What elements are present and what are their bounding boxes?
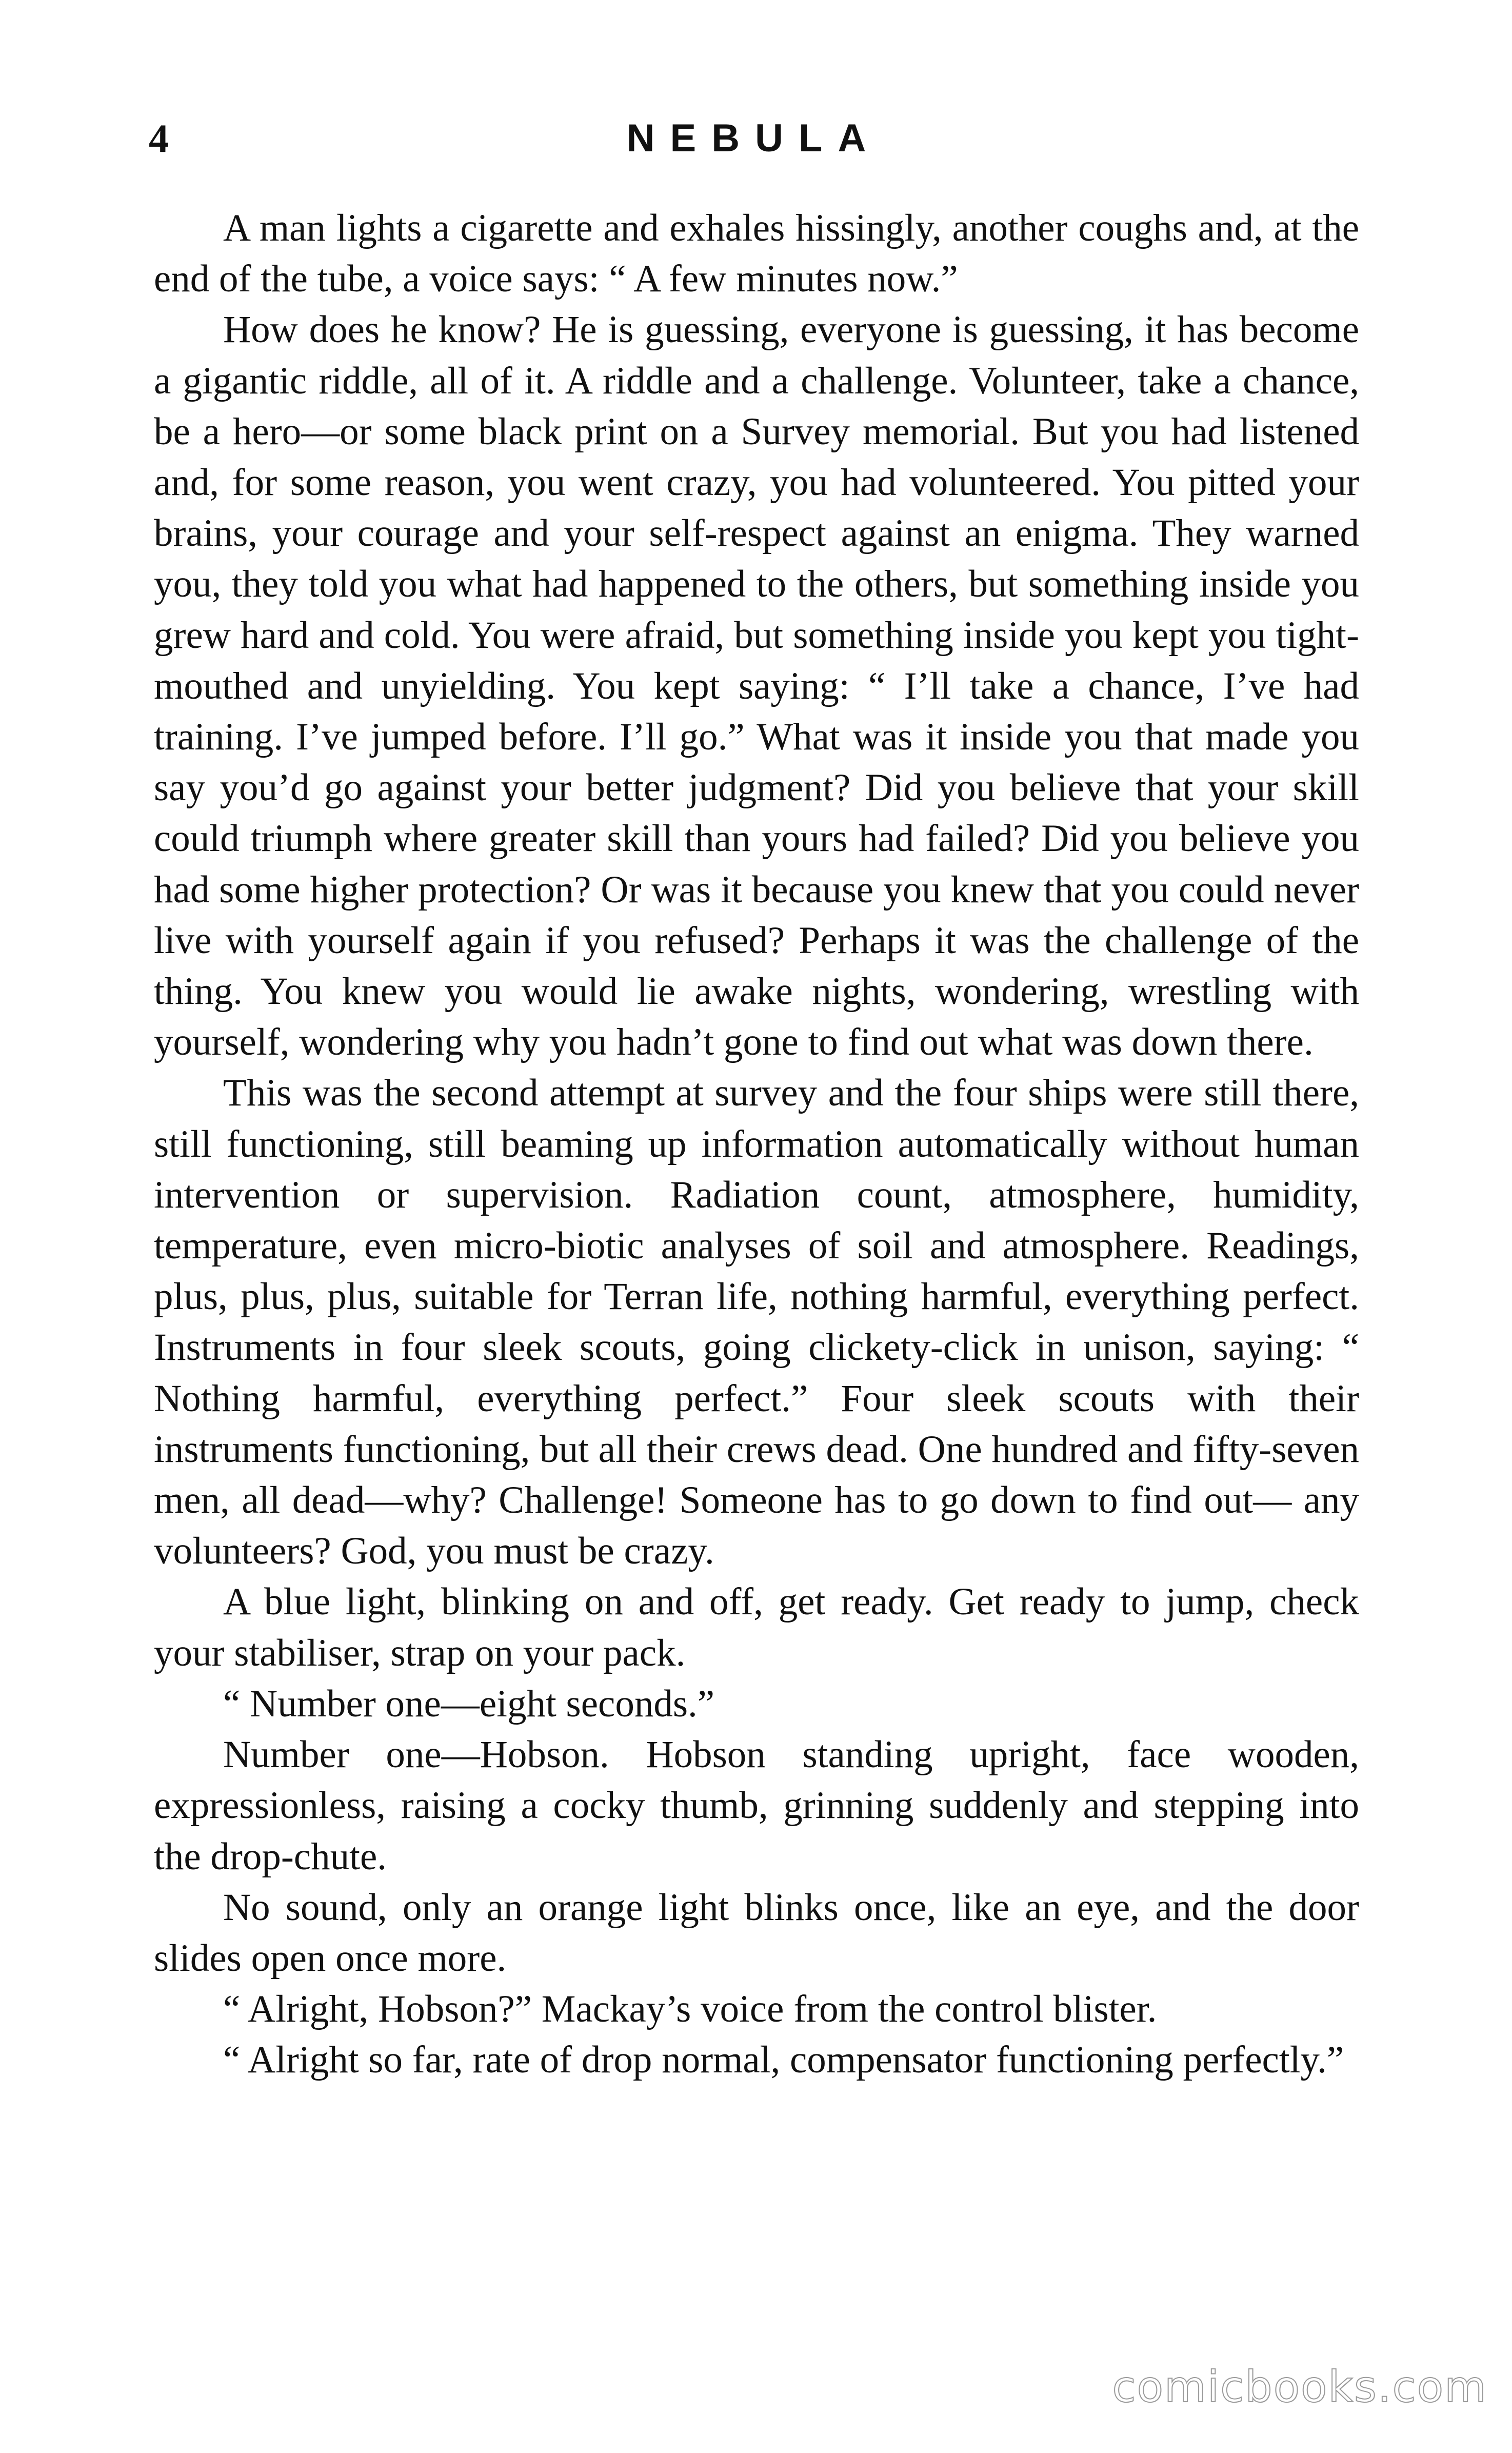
paragraph: Number one—Hobson. Hobson standing upright, face wooden, expressionless, raising a cocky thumb, grinning suddenly and stepping into the drop-chute. (154, 1733, 1359, 1878)
paragraph: “ Number one—eight seconds.” (223, 1682, 715, 1725)
paragraph: “ Alright so far, rate of drop normal, compensator functioning perfectly.” (223, 2039, 1344, 2082)
paragraph: A blue light, blinking on and off, get ready. Get ready to jump, check your stabiliser, strap on your pack. (154, 1580, 1359, 1674)
body-text (154, 203, 1359, 2086)
watermark: comicbooks.com (1112, 2362, 1487, 2412)
running-head (149, 110, 1359, 167)
paragraph: “ Alright, Hobson?” Mackay’s voice from the control blister. (223, 1988, 1157, 2031)
paragraph: This was the second attempt at survey and the four ships were still there, still functioning, still beaming up information automatically without human intervention or supervision. Radiation count, atmosphere, humidity, temperature, even micro-biotic analyses of soil and atmosphere. Readings, plus, plus, plus, suitable for Terran life, nothing harmful, everything perfect. Instruments in four sleek scouts, going clickety-click in unison, saying: “ Nothing harmful, everything perfect.” Four sleek scouts with their instruments functioning, but all their crews dead. One hundred and fifty-seven men, all dead—why? Challenge! Someone has to go down to find out— any volunteers? God, you must be crazy. (154, 1072, 1359, 1573)
page-number: 4 (149, 116, 169, 161)
running-title: NEBULA (626, 116, 882, 160)
paragraph: A man lights a cigarette and exhales hissingly, another coughs and, at the end of the tube, a voice says: “ A few minutes now.” (154, 207, 1359, 301)
paragraph: No sound, only an orange light blinks once, like an eye, and the door slides open once more. (154, 1886, 1359, 1980)
paragraph: How does he know? He is guessing, everyone is guessing, it has become a gigantic riddle, all of it. A riddle and a challenge. Volunteer, take a chance, be a hero—or some black print on a Survey memorial. But you had listened and, for some reason, you went crazy, you had volunteered. You pitted your brains, your courage and your self-respect against an enigma. They warned you, they told you what had happened to the others, but something inside you grew hard and cold. You were afraid, but something inside you kept you tight-mouthed and unyielding. You kept saying: “ I’ll take a chance, I’ve had training. I’ve jumped before. I’ll go.” What was it inside you that made you say you’d go against your better judgment? Did you believe that your skill could triumph where greater skill than yours had failed? Did you believe you had some higher protection? Or was it because you knew that you could never live with yourself again if you refused? Perhaps it was the challenge of the thing. You knew you would lie awake nights, wondering, wrestling with yourself, wondering why you hadn’t gone to find out what was down there. (154, 308, 1359, 1064)
